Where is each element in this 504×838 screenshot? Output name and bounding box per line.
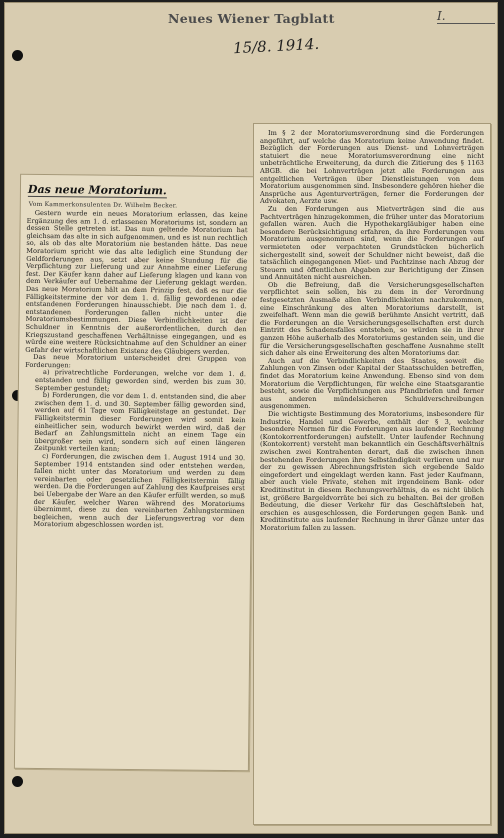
article-author: Vom Kammerkonsulenten Dr. Wilhelm Becker. bbox=[28, 200, 178, 210]
handwritten-reference: I. bbox=[437, 9, 495, 24]
paragraph: Auch auf die Verbindlichkeiten des Staates, soweit die Zahlungen von Zinsen oder Kapital der Staatsschulden betreffen, findet das Moratorium keine Anwendung. Ebenso sind von dem Moratorium die Verpflichtungen, für welche eine Staatsgarantie besteht, sowie die Verpflichtungen aus Pfandbriefen und ferner aus anderen mündelsicheren Schuldverschreibungen ausgenommen. bbox=[260, 356, 484, 411]
paragraph: Zu den Forderungen aus Mietverträgen sind die aus Pachtverträgen hinzugekommen, die früher unter das Moratorium gefallen waren. Auch die Hypothekargläubiger haben eine besondere Berücksichtigung erfahren, da ihre Forderungen vom Moratorium ausgenommen sind, wenn die Forderungen auf vermieteten oder verpachteten Grundstücken bücherlich sichergestellt sind, soweit der Schuldner nicht beweist, daß die tatsächlich eingegangenen Miet- und Pachtzinse nach Abzug der Steuern und öffentlichen Abgaben zur Berichtigung der Zinsen und Annuitäten nicht ausreichen. bbox=[260, 204, 484, 282]
punch-hole-bottom bbox=[12, 776, 23, 787]
clipping-left-column bbox=[14, 174, 255, 771]
paragraph: Im § 2 der Moratoriumsverordnung sind die Forderungen angeführt, auf welche das Moratorium keine Anwendung findet. Bezüglich der Forderungen aus Dienst- und Lohnverträgen statuiert die neue Moratoriumsverordnung eine nicht unbeträchtliche Erweiterung, da durch die Zitierung des § 1163 ABGB. die bei Lohnverträgen jetzt alle Forderungen aus entgeltlichen Verträgen über Dienstleistungen von dem Moratorium ausgenommen sind. Insbesondere gehören hieher die Ansprüche aus Agenturverträgen, ferner die Forderungen der Advokaten, Aerzte usw. bbox=[260, 129, 484, 206]
article-column-1 bbox=[23, 210, 247, 531]
paragraph: Gestern wurde ein neues Moratorium erlassen, das keine Ergänzung des am 1. d. erlassenen Moratoriums ist, sondern an dessen Stelle getreten ist. Das nun geltende Moratorium hat gleichsam das alte in sich aufgenommen, und es ist nun rechtlich so, als ob das alte Moratorium nie bestanden hätte. Das neue Moratorium spricht wie das alte lediglich eine Stundung der Geldforderungen aus, setzt aber keine Stundung für die Verpflichtung zur Lieferung und zur Annahme einer Lieferung fest. Der Käufer kann daher auf Lieferung klagen und kann von dem Verkäufer auf Uebernahme der Lieferung geklagt werden. Das neue Moratorium hält an dem Prinzip fest, daß es nur die Fälligkeitstermine der vor dem 1. d. fällig gewordenen oder entstandenen Forderungen hinausschiebt. Die nach dem 1. d. entstandenen Forderungen fallen nicht unter die Moratoriumsbestimmungen. Diese Verbindlichkeiten ist der Schuldner in Kenntnis der außerordentlichen, durch den Kriegszustand geschaffenen Verhältnisse eingegangen, und es würde eine weitere Rücksichtnahme auf den Schuldner an einer Gefahr der wirtschaftlichen Existenz des Gläubigers werden. bbox=[25, 208, 248, 356]
paragraph: c) Forderungen, die zwischen dem 1. August 1914 und 30. September 1914 entstanden sind oder entstehen werden, fallen nicht unter das Moratorium und werden zu dem vereinbarten oder gesetzlichen Fälligkeitstermin fällig werden. Da die Forderungen auf Zahlung des Kaufpreises erst bei Uebergabe der Ware an den Käufer erfüllt werden, so muß der Käufer, welcher Waren während des Moratoriums übernimmt, diese zu den vereinbarten Zahlungsterminen begleichen, wenn auch der Lieferungsvertrag vor dem Moratorium abgeschlossen worden ist. bbox=[33, 452, 246, 530]
paragraph: a) privatrechtliche Forderungen, welche vor dem 1. d. entstanden und fällig geworden sind, werden bis zum 30. September gestundet; bbox=[34, 368, 247, 393]
article-title: Das neue Moratorium. bbox=[27, 182, 167, 198]
clipping-right-column bbox=[253, 123, 491, 825]
paragraph: Ob die Befreiung, daß die Versicherungsgesellschaften verpflichtet sein sollen, bis zu dem in der Verordnung festgesetzten Ausmaße allen Verbindlichkeiten nachzukommen, eine Einschränkung des alten Moratoriums darstellt, ist zweifelhaft. Wenn man die gewiß berühmte Ansicht vertritt, daß die Forderungen an die Versicherungsgesellschaften erst durch Eintritt des Schadensfalles entstehen, so würden sie in ihrer ganzen Höhe außerhalb des Moratoriums gestanden sein, und die für die Versicherungsgesellschaften geschaffene Ausnahme stellt sich daher als eine Erweiterung des alten Moratoriums dar. bbox=[260, 280, 484, 358]
paragraph: Die wichtigste Bestimmung des Moratoriums, insbesondere für Industrie, Handel und Gewerbe, enthält der § 3, welcher besondere Normen für die Forderungen aus laufender Rechnung (Kontokorrentforderungen) aufstellt. Unter laufender Rechnung (Kontokorrent) versteht man bekanntlich ein Geschäftsverhältnis zwischen zwei Kontrahenten derart, daß die zwischen ihnen bestehenden Forderungen ihre Selbständigkeit verlieren und nur der zu gewissen Abrechnungsfristen sich ergebende Saldo eingefordert und eingeklagt werden kann. Fast jeder Kaufmann, aber auch viele Private, stehen mit irgendeinem Bank- oder Kreditinstitut in diesem Rechnungsverhältnis, da es nicht üblich ist, größere Bargeldvorräte bei sich zu behalten. Bei der großen Bedeutung, die dieser Verkehr für das Geschäftsleben hat, erschien es ausgeschlossen, die Forderungen gegen Bank- und Kreditinstitute aus laufender Rechnung in ihrer Gänze unter das Moratorium fallen zu lassen. bbox=[260, 409, 484, 532]
paragraph: Das neue Moratorium unterscheidet drei Gruppen von Forderungen: bbox=[25, 353, 247, 370]
article-column-2 bbox=[260, 130, 484, 532]
punch-hole-top bbox=[12, 50, 23, 61]
paragraph: b) Forderungen, die vor dem 1. d. entstanden sind, die aber zwischen dem 1. d. und 30. September fällig geworden sind, werden auf 61 Tage vom Fälligkeitstage an gestundet. Der Fälligkeitstermin dieser Forderungen wird somit kein einheitlicher sein, wodurch bewirkt werden wird, daß der Bedarf an Zahlungsmitteln nicht an einem Tage ein übergroßer sein wird, sondern sich auf einen längeren Zeitpunkt verteilen kann; bbox=[34, 391, 246, 454]
archive-sheet bbox=[4, 2, 498, 834]
handwritten-date: 15/8. 1914. bbox=[232, 34, 320, 58]
newspaper-name: Neues Wiener Tagblatt bbox=[168, 11, 335, 26]
